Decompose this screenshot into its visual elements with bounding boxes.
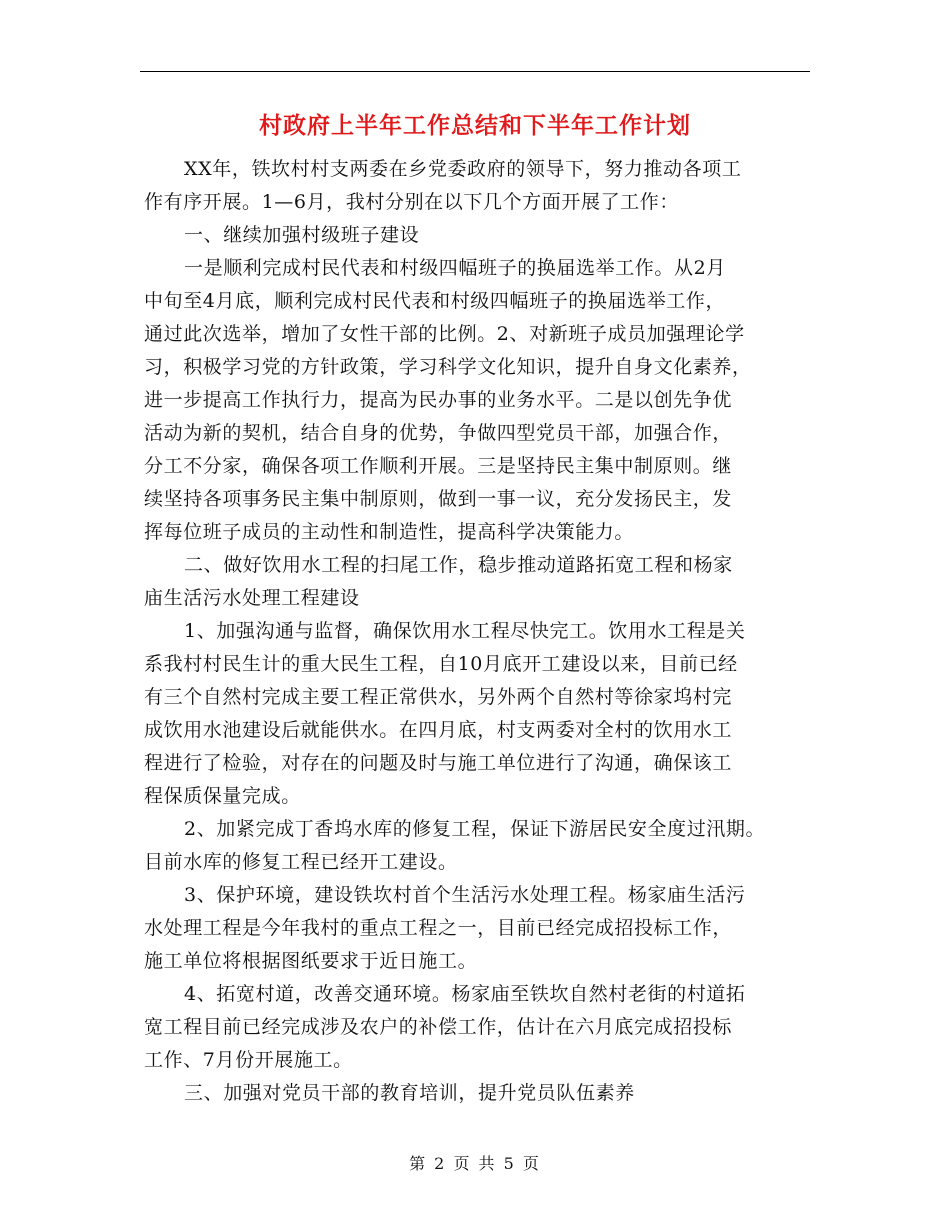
section-heading: 庙生活污水处理工程建设 xyxy=(144,587,360,609)
paragraph-line: 习，积极学习党的方针政策，学习科学文化知识，提升自身文化素养， xyxy=(144,356,752,378)
section-heading: 三、加强对党员干部的教育培训，提升党员队伍素养 xyxy=(184,1082,635,1104)
section-heading: 二、做好饮用水工程的扫尾工作，稳步推动道路拓宽工程和杨家 xyxy=(184,554,733,576)
paragraph-line: 水处理工程是今年我村的重点工程之一，目前已经完成招投标工作， xyxy=(144,917,733,939)
paragraph-line: 中旬至4月底，顺利完成村民代表和村级四幅班子的换届选举工作， xyxy=(144,290,726,312)
paragraph-line: 进一步提高工作执行力，提高为民办事的业务水平。二是以创先争优 xyxy=(144,389,733,411)
paragraph-line: 程保质保量完成。 xyxy=(144,785,301,807)
paragraph-line: 目前水库的修复工程已经开工建设。 xyxy=(144,851,458,873)
paragraph-line: XX年，铁坎村村支两委在乡党委政府的领导下，努力推动各项工 xyxy=(184,158,742,180)
paragraph-line: 2、加紧完成丁香坞水库的修复工程，保证下游居民安全度过汛期。 xyxy=(184,818,766,840)
paragraph-line: 宽工程目前已经完成涉及农户的补偿工作，估计在六月底完成招投标 xyxy=(144,1016,733,1038)
paragraph-line: 成饮用水池建设后就能供水。在四月底，村支两委对全村的饮用水工 xyxy=(144,719,733,741)
paragraph-line: 挥每位班子成员的主动性和制造性，提高科学决策能力。 xyxy=(144,521,635,543)
paragraph-line: 系我村村民生计的重大民生工程，自10月底开工建设以来，目前已经 xyxy=(144,653,738,675)
paragraph-line: 程进行了检验，对存在的问题及时与施工单位进行了沟通，确保该工 xyxy=(144,752,733,774)
paragraph-line: 活动为新的契机，结合自身的优势，争做四型党员干部，加强合作， xyxy=(144,422,733,444)
paragraph-line: 3、保护环境，建设铁坎村首个生活污水处理工程。杨家庙生活污 xyxy=(184,884,746,906)
paragraph-line: 一是顺利完成村民代表和村级四幅班子的换届选举工作。从2月 xyxy=(184,257,726,279)
section-heading: 一、继续加强村级班子建设 xyxy=(184,224,420,246)
paragraph-line: 通过此次选举，增加了女性干部的比例。2、对新班子成员加强理论学 xyxy=(144,323,745,345)
paragraph-line: 4、拓宽村道，改善交通环境。杨家庙至铁坎自然村老街的村道拓 xyxy=(184,983,746,1005)
paragraph-line: 有三个自然村完成主要工程正常供水，另外两个自然村等徐家坞村完 xyxy=(144,686,733,708)
paragraph-line: 施工单位将根据图纸要求于近日施工。 xyxy=(144,950,478,972)
paragraph-line: 1、加强沟通与监督，确保饮用水工程尽快完工。饮用水工程是关 xyxy=(184,620,746,642)
document-title: 村政府上半年工作总结和下半年工作计划 xyxy=(259,112,691,139)
paragraph-line: 续坚持各项事务民主集中制原则，做到一事一议，充分发扬民主，发 xyxy=(144,488,733,510)
page-number: 第 2 页 共 5 页 xyxy=(409,1154,541,1173)
header-rule xyxy=(140,71,810,72)
paragraph-line: 分工不分家，确保各项工作顺利开展。三是坚持民主集中制原则。继 xyxy=(144,455,733,477)
paragraph-line: 工作、7月份开展施工。 xyxy=(144,1049,353,1071)
paragraph-line: 作有序开展。1—6月，我村分别在以下几个方面开展了工作： xyxy=(144,191,679,213)
